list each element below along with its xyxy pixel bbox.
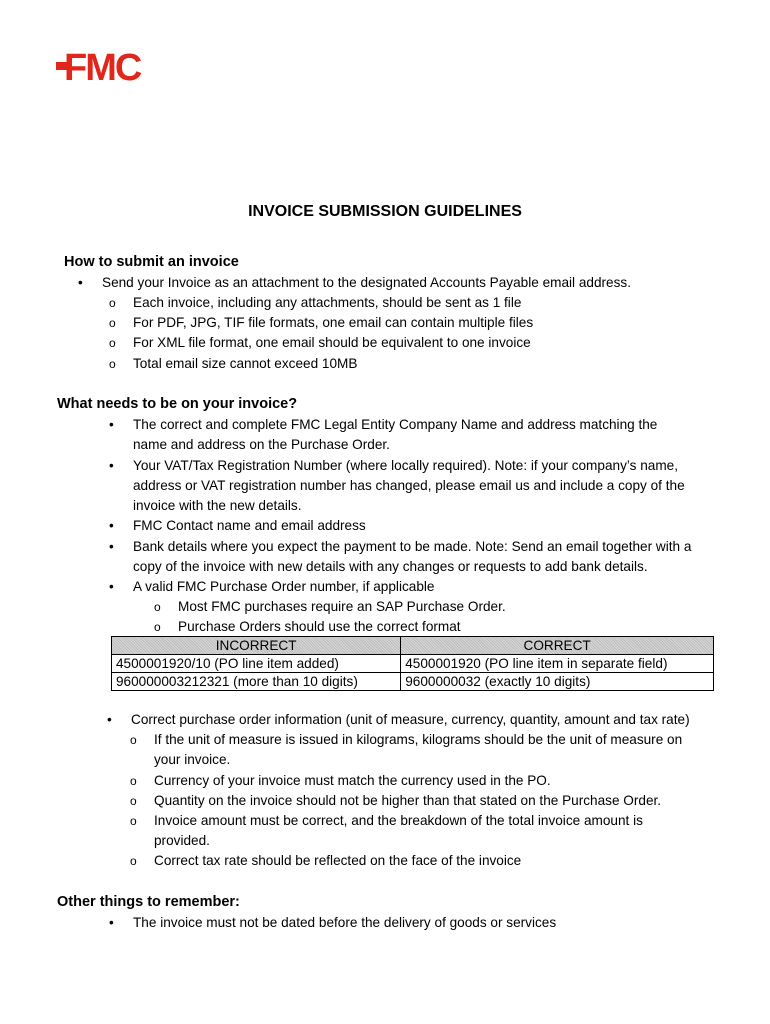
list-item: o Invoice amount must be correct, and the breakdown of the total invoice amount is bbox=[154, 811, 643, 831]
list-item-continuation: invoice with the new details. bbox=[133, 498, 302, 513]
list-item: o Each invoice, including any attachments, should be sent as 1 file bbox=[133, 293, 521, 313]
list-item: • The correct and complete FMC Legal Entity Company Name and address matching the bbox=[133, 415, 657, 435]
list-item-continuation: provided. bbox=[154, 833, 210, 848]
list-item-continuation: your invoice. bbox=[154, 752, 231, 767]
section-heading-how-to-submit: How to submit an invoice bbox=[64, 254, 239, 270]
table-cell: 4500001920 (PO line item in separate field) bbox=[401, 655, 714, 673]
list-item: o Currency of your invoice must match the currency used in the PO. bbox=[154, 771, 551, 791]
list-item: o If the unit of measure is issued in kilograms, kilograms should be the unit of measure on bbox=[154, 730, 682, 750]
list-item: o Total email size cannot exceed 10MB bbox=[133, 354, 357, 374]
page-title: INVOICE SUBMISSION GUIDELINES bbox=[248, 203, 522, 220]
list-item: o For XML file format, one email should be equivalent to one invoice bbox=[133, 333, 531, 353]
list-item: o Correct tax rate should be reflected on the face of the invoice bbox=[154, 851, 521, 871]
table-cell: 960000003212321 (more than 10 digits) bbox=[112, 673, 401, 691]
list-item: • FMC Contact name and email address bbox=[133, 516, 366, 536]
list-item: • A valid FMC Purchase Order number, if applicable bbox=[133, 577, 434, 597]
list-item-continuation: name and address on the Purchase Order. bbox=[133, 437, 390, 452]
column-header-incorrect: INCORRECT bbox=[112, 637, 401, 655]
section-heading-invoice-contents: What needs to be on your invoice? bbox=[57, 396, 298, 412]
table-header-row bbox=[112, 637, 714, 655]
svg-text:FMC: FMC bbox=[64, 48, 141, 84]
list-item: • Send your Invoice as an attachment to the designated Accounts Payable email address. bbox=[102, 273, 631, 293]
column-header-correct: CORRECT bbox=[401, 637, 714, 655]
table-row bbox=[112, 655, 714, 673]
list-item: • Correct purchase order information (unit of measure, currency, quantity, amount and tax rate) bbox=[131, 710, 690, 730]
po-format-table bbox=[111, 636, 714, 691]
list-item: o Quantity on the invoice should not be higher than that stated on the Purchase Order. bbox=[154, 791, 661, 811]
list-item: o Most FMC purchases require an SAP Purchase Order. bbox=[178, 597, 506, 617]
list-item: • The invoice must not be dated before the delivery of goods or services bbox=[133, 913, 556, 933]
list-item: o Purchase Orders should use the correct format bbox=[178, 617, 461, 637]
table-row bbox=[112, 673, 714, 691]
list-item: • Bank details where you expect the payment to be made. Note: Send an email together with a bbox=[133, 537, 691, 557]
fmc-logo bbox=[56, 48, 162, 84]
table-cell: 9600000032 (exactly 10 digits) bbox=[401, 673, 714, 691]
list-item: • Your VAT/Tax Registration Number (where locally required). Note: if your company’s name, bbox=[133, 456, 678, 476]
section-heading-other-things: Other things to remember: bbox=[57, 894, 240, 910]
list-item: o For PDF, JPG, TIF file formats, one email can contain multiple files bbox=[133, 313, 533, 333]
list-item-continuation: address or VAT registration number has changed, please email us and include a copy of the bbox=[133, 478, 685, 493]
list-item-continuation: copy of the invoice with new details with any changes or requests to add bank details. bbox=[133, 559, 648, 574]
table-cell: 4500001920/10 (PO line item added) bbox=[112, 655, 401, 673]
